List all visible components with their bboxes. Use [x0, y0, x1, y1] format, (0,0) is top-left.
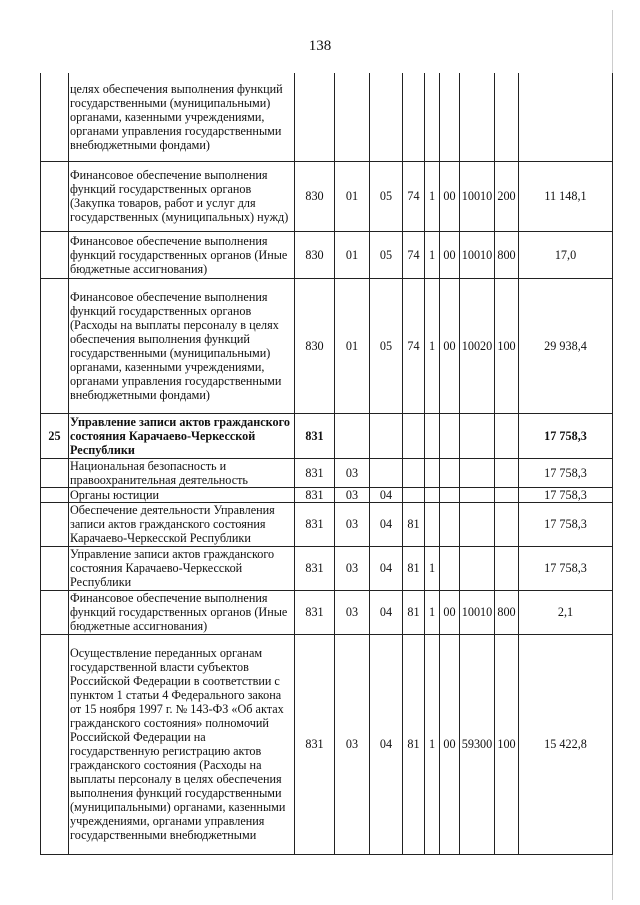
section-cell: 03	[335, 590, 370, 634]
ministry-code-cell: 830	[295, 161, 335, 231]
subprogram-cell	[425, 413, 440, 458]
ministry-code-cell: 831	[295, 413, 335, 458]
row-number-cell	[41, 634, 69, 854]
row-number-cell	[41, 487, 69, 502]
subprogram-cell: 1	[425, 546, 440, 590]
expense-type-cell	[495, 73, 519, 161]
ministry-code-cell: 831	[295, 546, 335, 590]
amount-cell: 29 938,4	[519, 278, 613, 413]
ministry-code-cell	[295, 73, 335, 161]
section-cell: 03	[335, 458, 370, 487]
row-number-cell	[41, 278, 69, 413]
section-cell: 03	[335, 634, 370, 854]
amount-cell: 15 422,8	[519, 634, 613, 854]
main-event-cell	[440, 546, 460, 590]
table-row	[41, 546, 613, 590]
subsection-cell: 05	[370, 231, 403, 278]
table-row	[41, 278, 613, 413]
subprogram-cell	[425, 73, 440, 161]
program-cell	[403, 458, 425, 487]
ministry-code-cell: 830	[295, 231, 335, 278]
row-name-cell: Управление записи актов гражданского состояния Карачаево-Черкесской Республики	[69, 546, 295, 590]
page-number: 138	[308, 38, 332, 54]
subprogram-cell: 1	[425, 161, 440, 231]
expense-type-cell	[495, 546, 519, 590]
section-cell: 03	[335, 502, 370, 546]
subprogram-cell: 1	[425, 278, 440, 413]
table-row	[41, 590, 613, 634]
subprogram-cell	[425, 487, 440, 502]
amount-cell: 17 758,3	[519, 502, 613, 546]
main-event-cell	[440, 413, 460, 458]
row-name-cell: Обеспечение деятельности Управления записи актов гражданского состояния Карачаево-Черкесской Республики	[69, 502, 295, 546]
direction-cell: 10020	[460, 278, 495, 413]
amount-cell: 17 758,3	[519, 487, 613, 502]
table-row	[41, 231, 613, 278]
row-number-cell	[41, 502, 69, 546]
subsection-cell: 05	[370, 278, 403, 413]
program-cell: 81	[403, 546, 425, 590]
expense-type-cell	[495, 458, 519, 487]
table-row	[41, 161, 613, 231]
section-cell	[335, 73, 370, 161]
expense-type-cell	[495, 487, 519, 502]
expense-type-cell: 800	[495, 590, 519, 634]
program-cell: 81	[403, 590, 425, 634]
section-cell: 01	[335, 278, 370, 413]
table-row	[41, 458, 613, 487]
row-name-cell: Финансовое обеспечение выполнения функций государственных органов (Расходы на выплаты персоналу в целях обеспечения выполнения функций государственными (муниципальными) органами, казенными учреждениями, органами управления государственными внебюджетными фондами)	[69, 278, 295, 413]
expense-type-cell	[495, 413, 519, 458]
amount-cell: 17 758,3	[519, 458, 613, 487]
expense-type-cell	[495, 502, 519, 546]
direction-cell	[460, 487, 495, 502]
section-cell	[335, 413, 370, 458]
expense-type-cell: 100	[495, 634, 519, 854]
row-number-cell	[41, 161, 69, 231]
subsection-cell	[370, 458, 403, 487]
amount-cell: 2,1	[519, 590, 613, 634]
main-event-cell	[440, 73, 460, 161]
subsection-cell: 05	[370, 161, 403, 231]
subprogram-cell: 1	[425, 590, 440, 634]
subsection-cell: 04	[370, 546, 403, 590]
direction-cell: 10010	[460, 161, 495, 231]
direction-cell: 10010	[460, 590, 495, 634]
program-cell: 74	[403, 161, 425, 231]
main-event-cell	[440, 502, 460, 546]
ministry-code-cell: 830	[295, 278, 335, 413]
ministry-code-cell: 831	[295, 458, 335, 487]
subsection-cell: 04	[370, 487, 403, 502]
direction-cell: 10010	[460, 231, 495, 278]
section-cell: 03	[335, 546, 370, 590]
expense-type-cell: 100	[495, 278, 519, 413]
program-cell: 81	[403, 634, 425, 854]
program-cell: 74	[403, 278, 425, 413]
table-row	[41, 634, 613, 854]
direction-cell	[460, 458, 495, 487]
expense-type-cell: 200	[495, 161, 519, 231]
subprogram-cell	[425, 502, 440, 546]
row-number-cell	[41, 73, 69, 161]
subprogram-cell	[425, 458, 440, 487]
program-cell: 81	[403, 502, 425, 546]
main-event-cell: 00	[440, 634, 460, 854]
row-number-cell: 25	[41, 413, 69, 458]
direction-cell	[460, 73, 495, 161]
row-name-cell: Национальная безопасность и правоохранительная деятельность	[69, 458, 295, 487]
program-cell	[403, 73, 425, 161]
direction-cell: 59300	[460, 634, 495, 854]
ministry-code-cell: 831	[295, 502, 335, 546]
amount-cell: 17,0	[519, 231, 613, 278]
row-name-cell: Осуществление переданных органам государственной власти субъектов Российской Федерации в соответствии с пунктом 1 статьи 4 Федерального закона от 15 ноября 1997 г. № 143-ФЗ «Об актах гражданского состояния» полномочий Российской Федерации на государственную регистрацию актов гражданского состояния (Расходы на выплаты персоналу в целях обеспечения выполнения функций государственными (муниципальными) органами, казенными учреждениями, органами управления государственными внебюджетными	[69, 634, 295, 854]
row-number-cell	[41, 590, 69, 634]
direction-cell	[460, 546, 495, 590]
table-row	[41, 487, 613, 502]
table-row	[41, 73, 613, 161]
subsection-cell: 04	[370, 590, 403, 634]
row-name-cell: Управление записи актов гражданского состояния Карачаево-Черкесской Республики	[69, 413, 295, 458]
ministry-code-cell: 831	[295, 487, 335, 502]
table-row	[41, 413, 613, 458]
subprogram-cell: 1	[425, 634, 440, 854]
section-cell: 03	[335, 487, 370, 502]
subsection-cell	[370, 413, 403, 458]
budget-table-body	[41, 73, 613, 854]
amount-cell: 17 758,3	[519, 546, 613, 590]
section-cell: 01	[335, 161, 370, 231]
main-event-cell: 00	[440, 590, 460, 634]
row-name-cell: Финансовое обеспечение выполнения функций государственных органов (Иные бюджетные ассигнования)	[69, 590, 295, 634]
program-cell	[403, 413, 425, 458]
subsection-cell	[370, 73, 403, 161]
main-event-cell: 00	[440, 278, 460, 413]
row-number-cell	[41, 458, 69, 487]
section-cell: 01	[335, 231, 370, 278]
main-event-cell	[440, 487, 460, 502]
main-event-cell: 00	[440, 161, 460, 231]
amount-cell: 11 148,1	[519, 161, 613, 231]
row-name-cell: Финансовое обеспечение выполнения функций государственных органов (Иные бюджетные ассигнования)	[69, 231, 295, 278]
amount-cell: 17 758,3	[519, 413, 613, 458]
row-number-cell	[41, 546, 69, 590]
row-name-cell: Финансовое обеспечение выполнения функций государственных органов (Закупка товаров, работ и услуг для государственных (муниципальных) нужд)	[69, 161, 295, 231]
amount-cell	[519, 73, 613, 161]
row-number-cell	[41, 231, 69, 278]
program-cell: 74	[403, 231, 425, 278]
direction-cell	[460, 502, 495, 546]
subprogram-cell: 1	[425, 231, 440, 278]
direction-cell	[460, 413, 495, 458]
ministry-code-cell: 831	[295, 634, 335, 854]
row-name-cell: Органы юстиции	[69, 487, 295, 502]
budget-table	[40, 73, 613, 855]
table-row	[41, 502, 613, 546]
subsection-cell: 04	[370, 634, 403, 854]
program-cell	[403, 487, 425, 502]
main-event-cell	[440, 458, 460, 487]
expense-type-cell: 800	[495, 231, 519, 278]
main-event-cell: 00	[440, 231, 460, 278]
ministry-code-cell: 831	[295, 590, 335, 634]
row-name-cell: целях обеспечения выполнения функций государственными (муниципальными) органами, казенными учреждениями, органами управления государственными внебюджетными фондами)	[69, 73, 295, 161]
subsection-cell: 04	[370, 502, 403, 546]
